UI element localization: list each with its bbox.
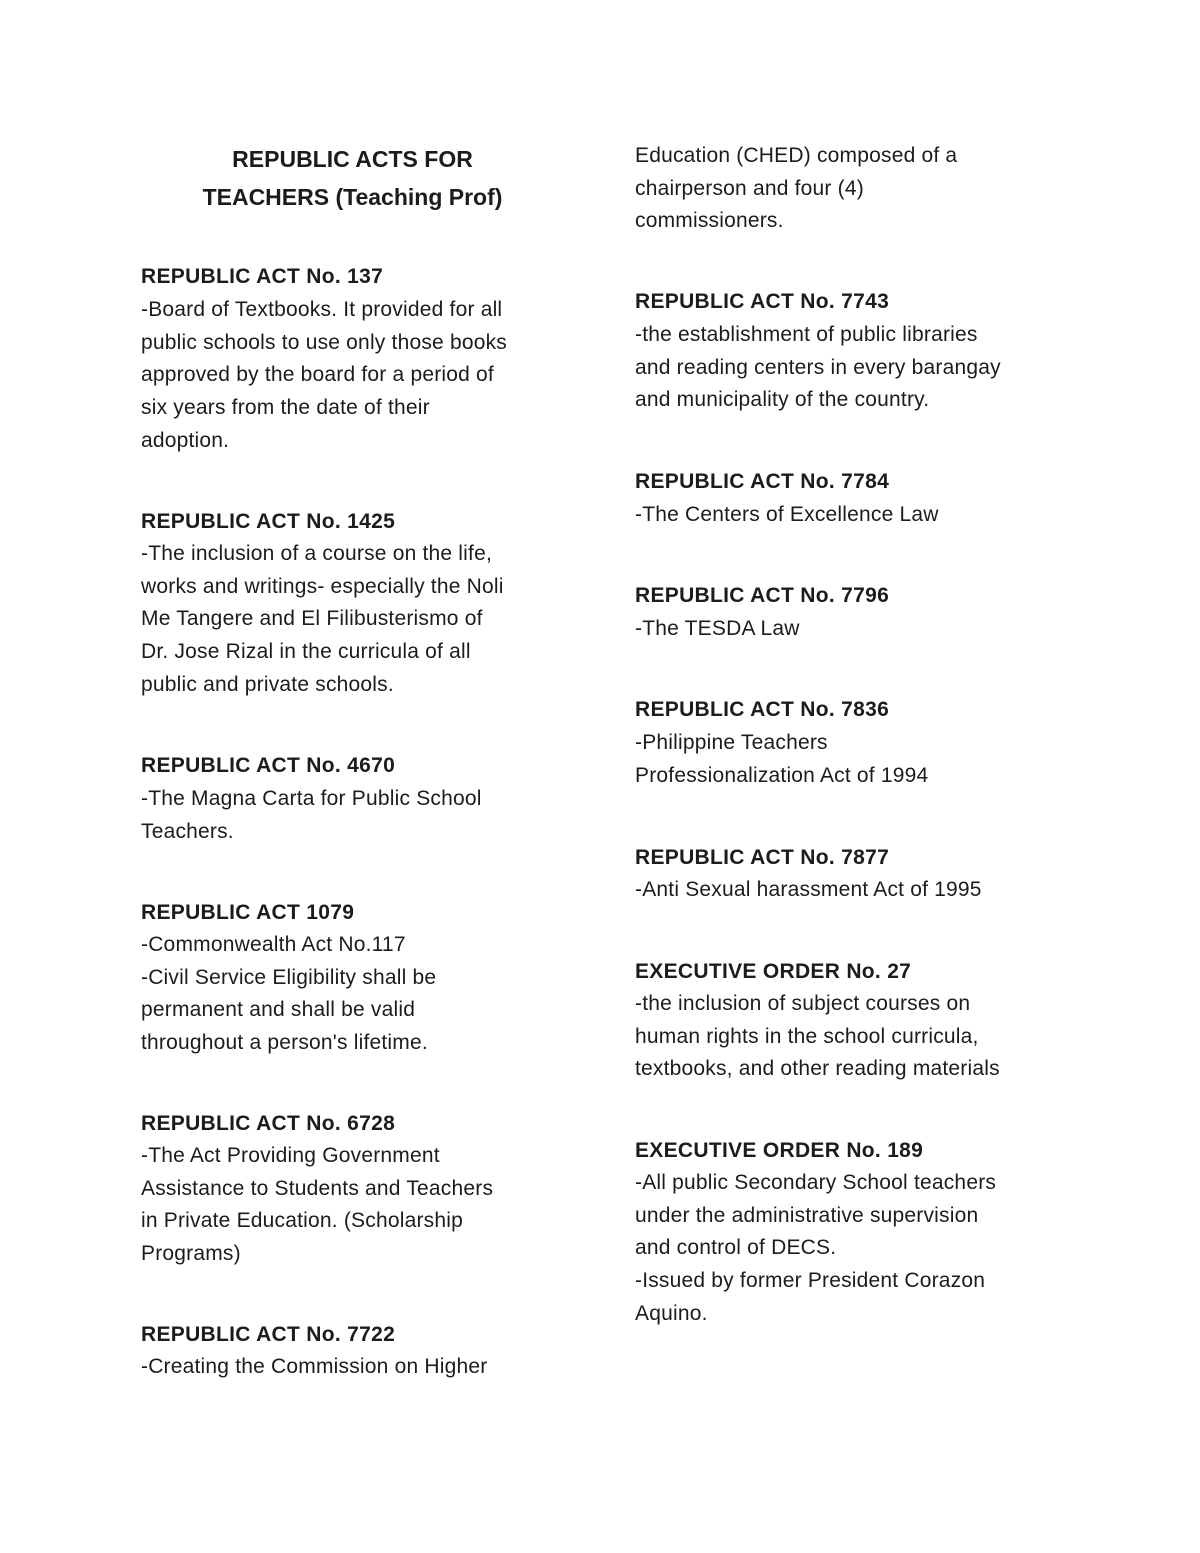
body-line: approved by the board for a period of	[141, 363, 494, 387]
body-line: -All public Secondary School teachers	[635, 1171, 997, 1194]
title-line-1: REPUBLIC ACTS FOR	[232, 146, 473, 172]
section-heading: REPUBLIC ACT No. 7796	[635, 584, 890, 607]
body-line: Me Tangere and El Filibusterismo of	[141, 607, 483, 631]
body-line: throughout a person's lifetime.	[141, 1031, 428, 1055]
body-line: under the administrative supervision	[635, 1203, 979, 1227]
body-line: chairperson and four (4)	[635, 176, 864, 200]
body-line: adoption.	[141, 428, 230, 452]
body-line: -The Centers of Excellence Law	[635, 503, 939, 526]
body-line: -Philippine Teachers	[635, 731, 828, 754]
section-heading: REPUBLIC ACT No. 7836	[635, 698, 890, 721]
section-heading: REPUBLIC ACT No. 7743	[635, 290, 890, 313]
section-body	[635, 613, 800, 646]
body-line: textbooks, and other reading materials	[635, 1057, 1000, 1081]
section-heading: REPUBLIC ACT No. 6728	[141, 1112, 396, 1135]
body-line: Dr. Jose Rizal in the curricula of all	[141, 640, 471, 664]
section-body	[141, 929, 436, 1060]
section-heading: REPUBLIC ACT No. 7722	[141, 1323, 396, 1346]
body-line: and reading centers in every barangay	[635, 355, 1001, 379]
document-title	[140, 140, 565, 216]
section-heading: REPUBLIC ACT No. 137	[141, 265, 384, 288]
body-line: -Anti Sexual harassment Act of 1995	[635, 878, 982, 901]
section-body	[635, 988, 1000, 1086]
section-body	[635, 499, 939, 532]
body-line: -the inclusion of subject courses on	[635, 992, 971, 1015]
body-line: Professionalization Act of 1994	[635, 763, 929, 787]
section-heading: REPUBLIC ACT 1079	[141, 901, 355, 924]
body-line: Programs)	[141, 1242, 241, 1266]
body-line: human rights in the school curricula,	[635, 1024, 979, 1048]
body-line: -The Magna Carta for Public School	[141, 787, 482, 810]
section-body	[141, 1351, 487, 1384]
body-line: Assistance to Students and Teachers	[141, 1176, 494, 1200]
continuation-body	[635, 140, 957, 238]
section-body	[141, 538, 504, 702]
body-line: six years from the date of their	[141, 396, 430, 420]
section-heading: REPUBLIC ACT No. 7877	[635, 846, 890, 869]
section-heading: EXECUTIVE ORDER No. 27	[635, 960, 912, 983]
body-line: Aquino.	[635, 1301, 708, 1325]
body-line: -Issued by former President Corazon	[635, 1269, 986, 1293]
body-line: public schools to use only those books	[141, 330, 507, 354]
section-body	[635, 727, 928, 792]
section-body	[635, 874, 982, 907]
body-line: commissioners.	[635, 209, 784, 233]
body-line: -Board of Textbooks. It provided for all	[141, 298, 503, 321]
body-line: -The Act Providing Government	[141, 1144, 440, 1167]
body-line: and control of DECS.	[635, 1236, 837, 1260]
body-line: permanent and shall be valid	[141, 998, 416, 1022]
body-line: public and private schools.	[141, 672, 394, 696]
body-line: Teachers.	[141, 819, 234, 843]
section-heading: REPUBLIC ACT No. 4670	[141, 754, 396, 777]
body-line: in Private Education. (Scholarship	[141, 1209, 463, 1233]
section-body	[635, 1167, 996, 1331]
body-line: -The TESDA Law	[635, 617, 800, 640]
section-body	[141, 294, 507, 458]
body-line: -Creating the Commission on Higher	[141, 1355, 488, 1378]
section-heading: REPUBLIC ACT No. 1425	[141, 510, 396, 533]
body-line: -The inclusion of a course on the life,	[141, 542, 492, 565]
section-body	[141, 783, 482, 848]
body-line: works and writings- especially the Noli	[141, 574, 504, 598]
body-line: -the establishment of public libraries	[635, 323, 978, 346]
section-body	[635, 319, 1001, 417]
body-line: and municipality of the country.	[635, 388, 930, 412]
section-heading: REPUBLIC ACT No. 7784	[635, 470, 890, 493]
section-body	[141, 1140, 493, 1271]
body-line: -Civil Service Eligibility shall be	[141, 965, 437, 989]
body-line: -Commonwealth Act No.117	[141, 933, 406, 956]
title-line-2: TEACHERS (Teaching Prof)	[202, 184, 503, 210]
body-line: Education (CHED) composed of a	[635, 144, 958, 167]
section-heading: EXECUTIVE ORDER No. 189	[635, 1139, 924, 1162]
